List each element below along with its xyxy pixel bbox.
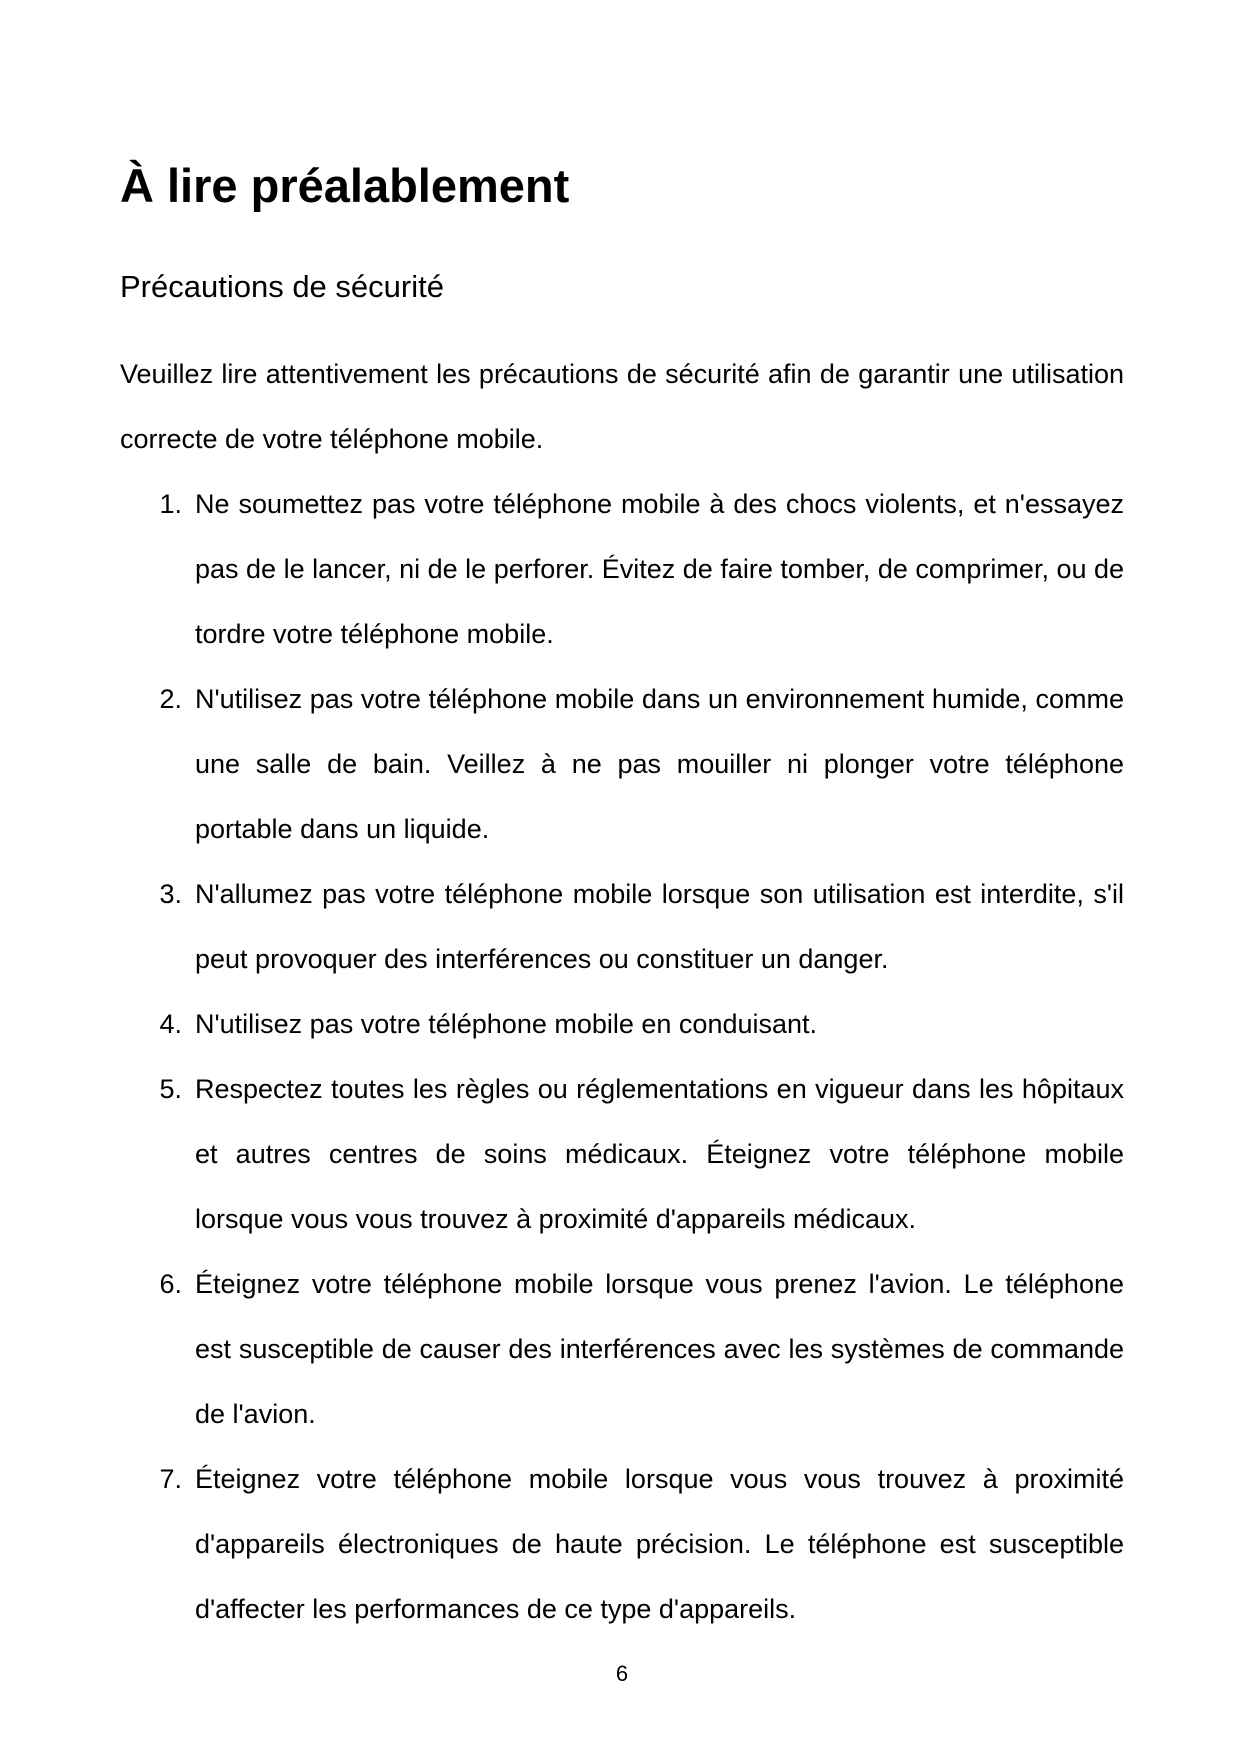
page-title: À lire préalablement xyxy=(120,159,570,212)
item-number: 6. xyxy=(159,1269,182,1299)
item-text: N'allumez pas votre téléphone mobile lorsque son utilisation est interdite, s'il peut provoquer des interférences ou constituer un danger. xyxy=(195,879,1124,974)
list-item-1 xyxy=(120,472,1124,667)
item-text: N'utilisez pas votre téléphone mobile dans un environnement humide, comme une salle de bain. Veillez à ne pas mouiller ni plonger votre téléphone portable dans un liquide. xyxy=(195,684,1124,844)
item-number: 1. xyxy=(159,489,182,519)
item-text: Ne soumettez pas votre téléphone mobile à des chocs violents, et n'essayez pas de le lancer, ni de le perforer. Évitez de faire tomber, de comprimer, ou de tordre votre téléphone mobile. xyxy=(195,489,1125,649)
document-page xyxy=(120,0,1124,1755)
list-item-7 xyxy=(120,1447,1124,1642)
page-number: 6 xyxy=(615,1661,629,1686)
intro-paragraph: Veuillez lire attentivement les précautions de sécurité afin de garantir une utilisation correcte de votre téléphone mobile. xyxy=(120,359,1124,454)
item-number: 2. xyxy=(159,684,182,714)
item-number: 7. xyxy=(159,1464,182,1494)
item-text: Éteignez votre téléphone mobile lorsque vous prenez l'avion. Le téléphone est susceptible de causer des interférences avec les systèmes de commande de l'avion. xyxy=(195,1269,1124,1429)
list-item-3 xyxy=(120,862,1124,992)
list-item-5 xyxy=(120,1057,1124,1252)
list-item-2 xyxy=(120,667,1124,862)
list-item-6 xyxy=(120,1252,1124,1447)
section-title: Précautions de sécurité xyxy=(120,269,444,304)
item-text: Éteignez votre téléphone mobile lorsque vous vous trouvez à proximité d'appareils électroniques de haute précision. Le téléphone est susceptible d'affecter les performances de ce type d'appareils. xyxy=(195,1464,1124,1624)
item-number: 3. xyxy=(159,879,182,909)
item-number: 4. xyxy=(159,1009,182,1039)
item-text: Respectez toutes les règles ou réglementations en vigueur dans les hôpitaux et autres centres de soins médicaux. Éteignez votre téléphone mobile lorsque vous vous trouvez à proximité d'appareils médicaux. xyxy=(195,1074,1124,1234)
item-text: N'utilisez pas votre téléphone mobile en conduisant. xyxy=(195,1009,818,1039)
list-item-4 xyxy=(120,992,1124,1057)
safety-precautions-list xyxy=(120,472,1124,1642)
item-number: 5. xyxy=(159,1074,182,1104)
